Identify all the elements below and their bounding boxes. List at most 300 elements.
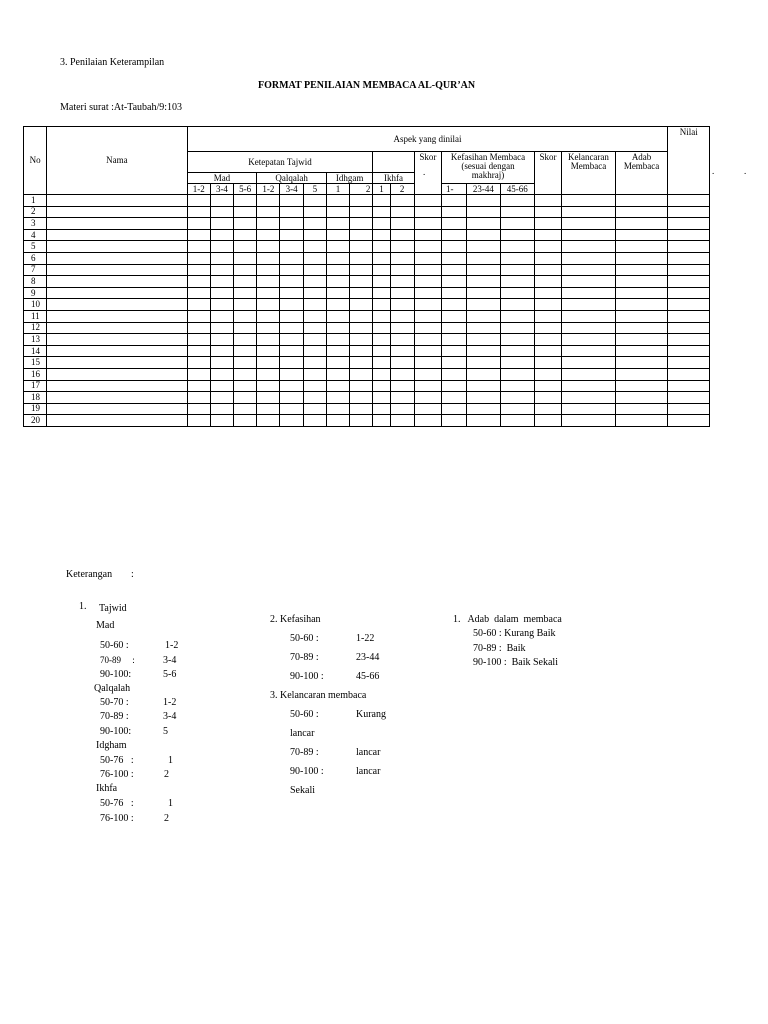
- score-cell[interactable]: [390, 380, 414, 392]
- score-cell[interactable]: [373, 357, 390, 369]
- score-cell[interactable]: [210, 252, 233, 264]
- score-cell[interactable]: [562, 299, 616, 311]
- score-cell[interactable]: [303, 368, 326, 380]
- score-cell[interactable]: [257, 380, 280, 392]
- score-cell[interactable]: [442, 241, 467, 253]
- score-cell[interactable]: [47, 195, 187, 207]
- score-cell[interactable]: [615, 334, 668, 346]
- score-cell[interactable]: [280, 206, 303, 218]
- score-cell[interactable]: [47, 368, 187, 380]
- score-cell[interactable]: [414, 403, 441, 415]
- score-cell[interactable]: [668, 334, 710, 346]
- score-cell[interactable]: [562, 287, 616, 299]
- score-cell[interactable]: [500, 322, 534, 334]
- score-cell[interactable]: [234, 322, 257, 334]
- score-cell[interactable]: [668, 229, 710, 241]
- score-cell[interactable]: [303, 218, 326, 230]
- score-cell[interactable]: [534, 229, 561, 241]
- score-cell[interactable]: [668, 380, 710, 392]
- score-cell[interactable]: [303, 299, 326, 311]
- score-cell[interactable]: [615, 195, 668, 207]
- score-cell[interactable]: [210, 241, 233, 253]
- score-cell[interactable]: [442, 415, 467, 427]
- score-cell[interactable]: [47, 392, 187, 404]
- score-cell[interactable]: [414, 392, 441, 404]
- score-cell[interactable]: [668, 345, 710, 357]
- score-cell[interactable]: [210, 206, 233, 218]
- score-cell[interactable]: [350, 415, 373, 427]
- score-cell[interactable]: [350, 310, 373, 322]
- score-cell[interactable]: [280, 241, 303, 253]
- score-cell[interactable]: [373, 310, 390, 322]
- score-cell[interactable]: [234, 392, 257, 404]
- score-cell[interactable]: [234, 345, 257, 357]
- score-cell[interactable]: [390, 287, 414, 299]
- score-cell[interactable]: [187, 415, 210, 427]
- score-cell[interactable]: [326, 380, 349, 392]
- score-cell[interactable]: [234, 299, 257, 311]
- score-cell[interactable]: [187, 392, 210, 404]
- score-cell[interactable]: [373, 322, 390, 334]
- score-cell[interactable]: [615, 380, 668, 392]
- score-cell[interactable]: [187, 206, 210, 218]
- score-cell[interactable]: [390, 368, 414, 380]
- score-cell[interactable]: [615, 218, 668, 230]
- score-cell[interactable]: [500, 357, 534, 369]
- score-cell[interactable]: [390, 218, 414, 230]
- score-cell[interactable]: [500, 252, 534, 264]
- score-cell[interactable]: [326, 276, 349, 288]
- score-cell[interactable]: [615, 241, 668, 253]
- score-cell[interactable]: [534, 195, 561, 207]
- score-cell[interactable]: [326, 345, 349, 357]
- score-cell[interactable]: [47, 357, 187, 369]
- score-cell[interactable]: [303, 392, 326, 404]
- score-cell[interactable]: [326, 322, 349, 334]
- score-cell[interactable]: [303, 310, 326, 322]
- score-cell[interactable]: [442, 403, 467, 415]
- score-cell[interactable]: [210, 380, 233, 392]
- score-cell[interactable]: [668, 310, 710, 322]
- score-cell[interactable]: [280, 345, 303, 357]
- score-cell[interactable]: [350, 299, 373, 311]
- score-cell[interactable]: [234, 252, 257, 264]
- score-cell[interactable]: [373, 206, 390, 218]
- score-cell[interactable]: [257, 276, 280, 288]
- score-cell[interactable]: [467, 368, 500, 380]
- score-cell[interactable]: [467, 392, 500, 404]
- score-cell[interactable]: [467, 345, 500, 357]
- score-cell[interactable]: [303, 206, 326, 218]
- score-cell[interactable]: [280, 403, 303, 415]
- score-cell[interactable]: [303, 415, 326, 427]
- score-cell[interactable]: [442, 195, 467, 207]
- score-cell[interactable]: [350, 276, 373, 288]
- score-cell[interactable]: [467, 310, 500, 322]
- score-cell[interactable]: [390, 206, 414, 218]
- score-cell[interactable]: [373, 415, 390, 427]
- score-cell[interactable]: [187, 218, 210, 230]
- score-cell[interactable]: [303, 345, 326, 357]
- score-cell[interactable]: [373, 252, 390, 264]
- score-cell[interactable]: [390, 357, 414, 369]
- score-cell[interactable]: [373, 334, 390, 346]
- score-cell[interactable]: [187, 345, 210, 357]
- score-cell[interactable]: [350, 322, 373, 334]
- score-cell[interactable]: [414, 368, 441, 380]
- score-cell[interactable]: [187, 334, 210, 346]
- score-cell[interactable]: [390, 415, 414, 427]
- score-cell[interactable]: [562, 357, 616, 369]
- score-cell[interactable]: [280, 299, 303, 311]
- score-cell[interactable]: [562, 334, 616, 346]
- score-cell[interactable]: [467, 299, 500, 311]
- score-cell[interactable]: [615, 287, 668, 299]
- score-cell[interactable]: [562, 310, 616, 322]
- score-cell[interactable]: [187, 403, 210, 415]
- score-cell[interactable]: [280, 368, 303, 380]
- score-cell[interactable]: [303, 195, 326, 207]
- score-cell[interactable]: [500, 299, 534, 311]
- score-cell[interactable]: [534, 322, 561, 334]
- score-cell[interactable]: [615, 368, 668, 380]
- score-cell[interactable]: [373, 264, 390, 276]
- score-cell[interactable]: [47, 252, 187, 264]
- score-cell[interactable]: [303, 357, 326, 369]
- score-cell[interactable]: [210, 229, 233, 241]
- score-cell[interactable]: [280, 357, 303, 369]
- score-cell[interactable]: [414, 287, 441, 299]
- score-cell[interactable]: [280, 334, 303, 346]
- score-cell[interactable]: [500, 195, 534, 207]
- score-cell[interactable]: [373, 195, 390, 207]
- score-cell[interactable]: [210, 392, 233, 404]
- score-cell[interactable]: [668, 276, 710, 288]
- score-cell[interactable]: [500, 345, 534, 357]
- score-cell[interactable]: [257, 218, 280, 230]
- score-cell[interactable]: [534, 368, 561, 380]
- score-cell[interactable]: [326, 357, 349, 369]
- score-cell[interactable]: [442, 345, 467, 357]
- score-cell[interactable]: [257, 403, 280, 415]
- score-cell[interactable]: [234, 334, 257, 346]
- score-cell[interactable]: [350, 357, 373, 369]
- score-cell[interactable]: [467, 322, 500, 334]
- score-cell[interactable]: [615, 345, 668, 357]
- score-cell[interactable]: [373, 218, 390, 230]
- score-cell[interactable]: [350, 345, 373, 357]
- score-cell[interactable]: [390, 264, 414, 276]
- score-cell[interactable]: [326, 241, 349, 253]
- score-cell[interactable]: [500, 218, 534, 230]
- score-cell[interactable]: [326, 264, 349, 276]
- score-cell[interactable]: [562, 206, 616, 218]
- score-cell[interactable]: [210, 276, 233, 288]
- score-cell[interactable]: [668, 206, 710, 218]
- score-cell[interactable]: [280, 415, 303, 427]
- score-cell[interactable]: [187, 357, 210, 369]
- score-cell[interactable]: [562, 195, 616, 207]
- score-cell[interactable]: [414, 415, 441, 427]
- score-cell[interactable]: [326, 287, 349, 299]
- score-cell[interactable]: [534, 299, 561, 311]
- score-cell[interactable]: [442, 264, 467, 276]
- score-cell[interactable]: [257, 392, 280, 404]
- score-cell[interactable]: [562, 403, 616, 415]
- score-cell[interactable]: [534, 287, 561, 299]
- score-cell[interactable]: [47, 206, 187, 218]
- score-cell[interactable]: [442, 322, 467, 334]
- score-cell[interactable]: [257, 287, 280, 299]
- score-cell[interactable]: [534, 264, 561, 276]
- score-cell[interactable]: [303, 252, 326, 264]
- score-cell[interactable]: [414, 310, 441, 322]
- score-cell[interactable]: [187, 229, 210, 241]
- score-cell[interactable]: [187, 380, 210, 392]
- score-cell[interactable]: [210, 299, 233, 311]
- score-cell[interactable]: [390, 322, 414, 334]
- score-cell[interactable]: [668, 299, 710, 311]
- score-cell[interactable]: [442, 380, 467, 392]
- score-cell[interactable]: [500, 287, 534, 299]
- score-cell[interactable]: [414, 357, 441, 369]
- score-cell[interactable]: [350, 264, 373, 276]
- score-cell[interactable]: [668, 415, 710, 427]
- score-cell[interactable]: [534, 310, 561, 322]
- score-cell[interactable]: [280, 229, 303, 241]
- score-cell[interactable]: [280, 322, 303, 334]
- score-cell[interactable]: [326, 218, 349, 230]
- score-cell[interactable]: [414, 345, 441, 357]
- score-cell[interactable]: [210, 310, 233, 322]
- score-cell[interactable]: [47, 380, 187, 392]
- score-cell[interactable]: [257, 229, 280, 241]
- score-cell[interactable]: [534, 276, 561, 288]
- score-cell[interactable]: [350, 241, 373, 253]
- score-cell[interactable]: [534, 206, 561, 218]
- score-cell[interactable]: [47, 276, 187, 288]
- score-cell[interactable]: [615, 264, 668, 276]
- score-cell[interactable]: [257, 252, 280, 264]
- score-cell[interactable]: [442, 287, 467, 299]
- score-cell[interactable]: [668, 403, 710, 415]
- score-cell[interactable]: [350, 229, 373, 241]
- score-cell[interactable]: [562, 276, 616, 288]
- score-cell[interactable]: [668, 322, 710, 334]
- score-cell[interactable]: [373, 368, 390, 380]
- score-cell[interactable]: [467, 218, 500, 230]
- score-cell[interactable]: [467, 287, 500, 299]
- score-cell[interactable]: [373, 276, 390, 288]
- score-cell[interactable]: [373, 392, 390, 404]
- score-cell[interactable]: [47, 403, 187, 415]
- score-cell[interactable]: [500, 392, 534, 404]
- score-cell[interactable]: [234, 218, 257, 230]
- score-cell[interactable]: [467, 380, 500, 392]
- score-cell[interactable]: [534, 334, 561, 346]
- score-cell[interactable]: [187, 264, 210, 276]
- score-cell[interactable]: [257, 357, 280, 369]
- score-cell[interactable]: [234, 264, 257, 276]
- score-cell[interactable]: [47, 299, 187, 311]
- score-cell[interactable]: [234, 287, 257, 299]
- score-cell[interactable]: [467, 415, 500, 427]
- score-cell[interactable]: [47, 264, 187, 276]
- score-cell[interactable]: [303, 287, 326, 299]
- score-cell[interactable]: [210, 322, 233, 334]
- score-cell[interactable]: [326, 310, 349, 322]
- score-cell[interactable]: [257, 195, 280, 207]
- score-cell[interactable]: [615, 276, 668, 288]
- score-cell[interactable]: [257, 241, 280, 253]
- score-cell[interactable]: [350, 334, 373, 346]
- score-cell[interactable]: [187, 310, 210, 322]
- score-cell[interactable]: [187, 322, 210, 334]
- score-cell[interactable]: [47, 310, 187, 322]
- score-cell[interactable]: [500, 334, 534, 346]
- score-cell[interactable]: [390, 276, 414, 288]
- score-cell[interactable]: [373, 287, 390, 299]
- score-cell[interactable]: [562, 415, 616, 427]
- score-cell[interactable]: [668, 252, 710, 264]
- score-cell[interactable]: [414, 218, 441, 230]
- score-cell[interactable]: [326, 252, 349, 264]
- score-cell[interactable]: [442, 252, 467, 264]
- score-cell[interactable]: [500, 206, 534, 218]
- score-cell[interactable]: [668, 241, 710, 253]
- score-cell[interactable]: [534, 403, 561, 415]
- score-cell[interactable]: [47, 229, 187, 241]
- score-cell[interactable]: [326, 206, 349, 218]
- score-cell[interactable]: [442, 334, 467, 346]
- score-cell[interactable]: [280, 195, 303, 207]
- score-cell[interactable]: [234, 380, 257, 392]
- score-cell[interactable]: [500, 229, 534, 241]
- score-cell[interactable]: [615, 415, 668, 427]
- score-cell[interactable]: [257, 334, 280, 346]
- score-cell[interactable]: [562, 218, 616, 230]
- score-cell[interactable]: [280, 287, 303, 299]
- score-cell[interactable]: [373, 345, 390, 357]
- score-cell[interactable]: [280, 264, 303, 276]
- score-cell[interactable]: [187, 252, 210, 264]
- score-cell[interactable]: [615, 252, 668, 264]
- score-cell[interactable]: [234, 241, 257, 253]
- score-cell[interactable]: [442, 357, 467, 369]
- score-cell[interactable]: [615, 299, 668, 311]
- score-cell[interactable]: [467, 403, 500, 415]
- score-cell[interactable]: [234, 368, 257, 380]
- score-cell[interactable]: [442, 299, 467, 311]
- score-cell[interactable]: [562, 241, 616, 253]
- score-cell[interactable]: [414, 241, 441, 253]
- score-cell[interactable]: [350, 403, 373, 415]
- score-cell[interactable]: [500, 241, 534, 253]
- score-cell[interactable]: [280, 310, 303, 322]
- score-cell[interactable]: [257, 415, 280, 427]
- score-cell[interactable]: [500, 276, 534, 288]
- score-cell[interactable]: [210, 287, 233, 299]
- score-cell[interactable]: [234, 403, 257, 415]
- score-cell[interactable]: [390, 345, 414, 357]
- score-cell[interactable]: [500, 415, 534, 427]
- score-cell[interactable]: [615, 403, 668, 415]
- score-cell[interactable]: [303, 380, 326, 392]
- score-cell[interactable]: [668, 357, 710, 369]
- score-cell[interactable]: [534, 392, 561, 404]
- score-cell[interactable]: [234, 415, 257, 427]
- score-cell[interactable]: [668, 392, 710, 404]
- score-cell[interactable]: [668, 368, 710, 380]
- score-cell[interactable]: [187, 241, 210, 253]
- score-cell[interactable]: [615, 392, 668, 404]
- score-cell[interactable]: [257, 345, 280, 357]
- score-cell[interactable]: [534, 218, 561, 230]
- score-cell[interactable]: [350, 206, 373, 218]
- score-cell[interactable]: [390, 252, 414, 264]
- score-cell[interactable]: [210, 368, 233, 380]
- score-cell[interactable]: [210, 334, 233, 346]
- score-cell[interactable]: [326, 403, 349, 415]
- score-cell[interactable]: [280, 276, 303, 288]
- score-cell[interactable]: [534, 345, 561, 357]
- score-cell[interactable]: [467, 334, 500, 346]
- score-cell[interactable]: [210, 415, 233, 427]
- score-cell[interactable]: [326, 368, 349, 380]
- score-cell[interactable]: [234, 229, 257, 241]
- score-cell[interactable]: [257, 322, 280, 334]
- score-cell[interactable]: [390, 403, 414, 415]
- score-cell[interactable]: [303, 264, 326, 276]
- score-cell[interactable]: [303, 334, 326, 346]
- score-cell[interactable]: [350, 392, 373, 404]
- score-cell[interactable]: [210, 357, 233, 369]
- score-cell[interactable]: [467, 195, 500, 207]
- score-cell[interactable]: [326, 392, 349, 404]
- score-cell[interactable]: [500, 368, 534, 380]
- score-cell[interactable]: [234, 310, 257, 322]
- score-cell[interactable]: [668, 218, 710, 230]
- score-cell[interactable]: [350, 368, 373, 380]
- score-cell[interactable]: [442, 229, 467, 241]
- score-cell[interactable]: [350, 252, 373, 264]
- score-cell[interactable]: [257, 310, 280, 322]
- score-cell[interactable]: [373, 241, 390, 253]
- score-cell[interactable]: [615, 310, 668, 322]
- score-cell[interactable]: [373, 403, 390, 415]
- score-cell[interactable]: [326, 195, 349, 207]
- score-cell[interactable]: [280, 252, 303, 264]
- score-cell[interactable]: [210, 195, 233, 207]
- score-cell[interactable]: [467, 206, 500, 218]
- score-cell[interactable]: [390, 392, 414, 404]
- score-cell[interactable]: [326, 334, 349, 346]
- score-cell[interactable]: [467, 264, 500, 276]
- score-cell[interactable]: [47, 241, 187, 253]
- score-cell[interactable]: [615, 322, 668, 334]
- score-cell[interactable]: [414, 334, 441, 346]
- score-cell[interactable]: [442, 276, 467, 288]
- score-cell[interactable]: [210, 264, 233, 276]
- score-cell[interactable]: [373, 380, 390, 392]
- score-cell[interactable]: [414, 380, 441, 392]
- score-cell[interactable]: [668, 195, 710, 207]
- score-cell[interactable]: [615, 357, 668, 369]
- score-cell[interactable]: [210, 218, 233, 230]
- score-cell[interactable]: [668, 287, 710, 299]
- score-cell[interactable]: [500, 264, 534, 276]
- score-cell[interactable]: [414, 195, 441, 207]
